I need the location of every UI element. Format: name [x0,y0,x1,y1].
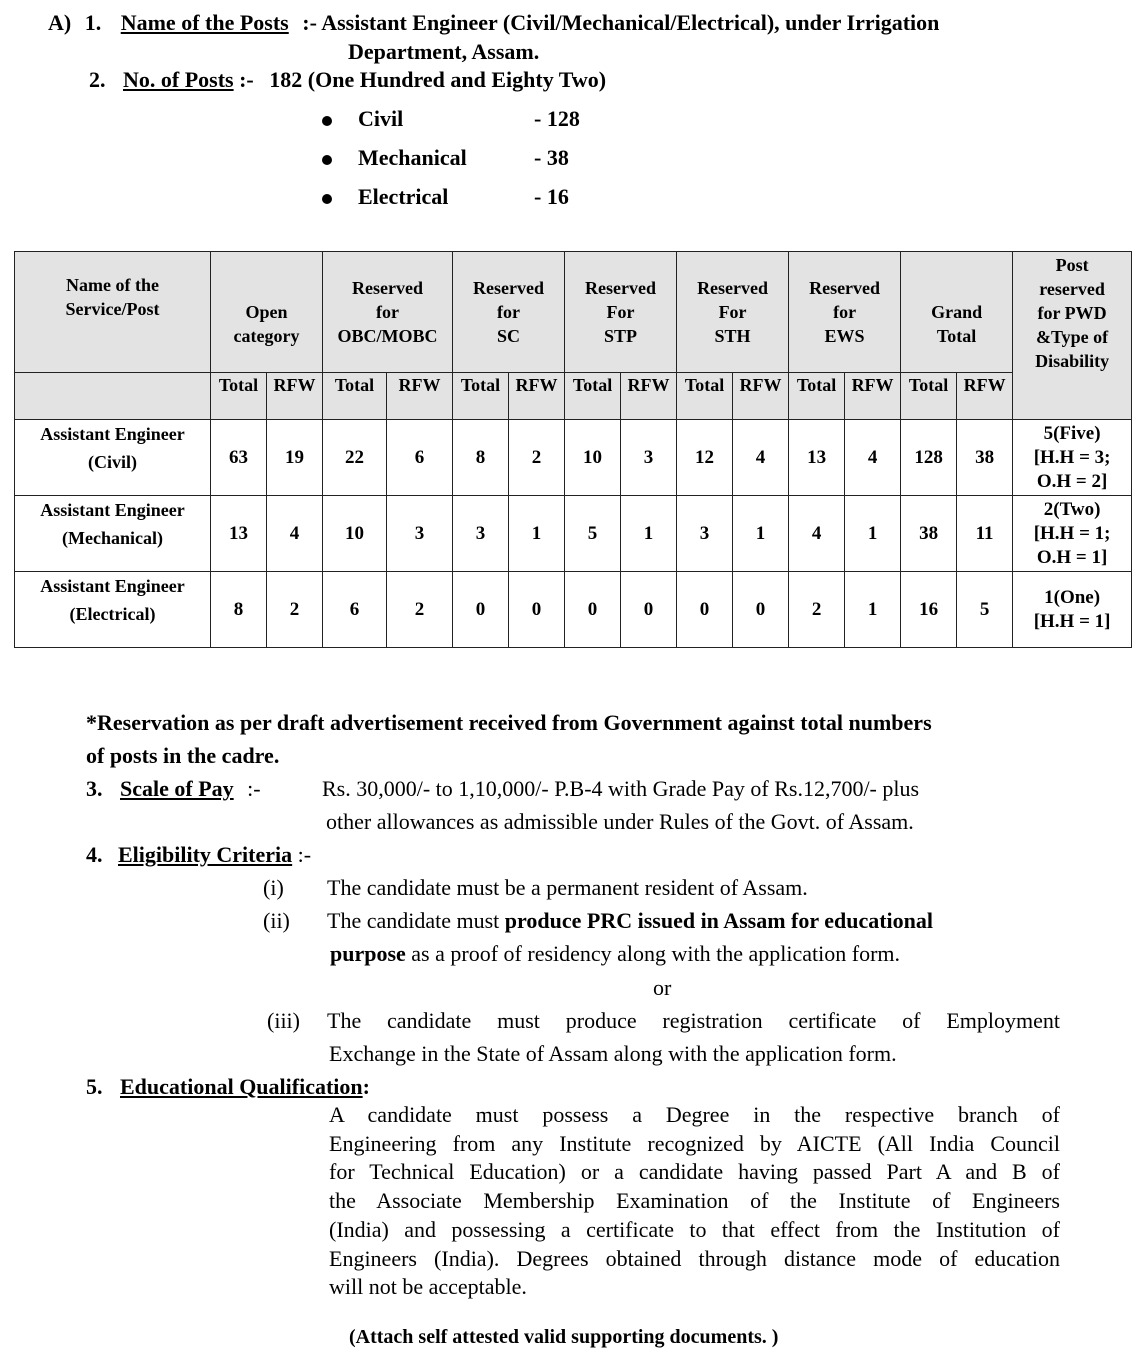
pwd-line: 2(Two) [1043,498,1101,520]
reservation-note-line2: of posts in the cadre. [86,743,280,768]
footer-note: (Attach self attested valid supporting documents. ) [349,1326,779,1348]
cell-value: 0 [733,572,789,648]
item-number: 2. [89,67,106,92]
item-number: 4. [86,842,103,867]
header-grand-total [901,252,1013,373]
eligibility-heading: Eligibility Criteria [118,842,293,867]
header-line: For [718,302,747,322]
header-line: for [833,302,857,322]
table-row [15,572,1132,648]
section-a-item1 [48,9,939,37]
cell-value: 13 [789,420,845,496]
cell-value: 3 [621,420,677,496]
table-row [15,496,1132,572]
post-name: (Electrical) [69,604,156,624]
criteria-text [327,907,933,935]
bullet-icon [322,155,332,165]
cell-value: 1 [509,496,565,572]
pwd-cell [1013,572,1132,648]
edu-qual-line: Engineers (India). Degrees obtained through distance mode of education [329,1245,1060,1271]
sub-rfw: RFW [733,373,789,420]
cell-value: 128 [901,420,957,496]
bullet-icon [322,116,332,126]
header-line: for PWD [1037,303,1107,323]
cell-value: 1 [733,496,789,572]
criteria-text-normal: as a proof of residency along with the application form. [405,941,901,966]
cell-value: 1 [845,572,901,648]
cell-value: 0 [453,572,509,648]
cell-value: 10 [565,420,621,496]
header-ews [789,252,901,373]
criteria-label: (i) [263,875,284,900]
cell-value: 6 [387,420,453,496]
criteria-text: The candidate must produce registration certificate of Employment [327,1008,1060,1033]
breakdown-item [322,105,580,133]
sub-rfw: RFW [845,373,901,420]
separator: :- [247,776,261,801]
item-number: 1. [84,10,102,35]
edu-qual-line: will not be acceptable. [329,1274,527,1300]
cell-value: 4 [267,496,323,572]
posts-count-heading: No. of Posts [123,67,234,92]
cell-value: 2 [789,572,845,648]
cell-value: 13 [211,496,267,572]
sub-total: Total [901,373,957,420]
edu-qual-line: for Technical Education) or a candidate having passed Part A and B of [329,1159,1060,1185]
sub-rfw: RFW [621,373,677,420]
header-line: Reserved [473,278,545,298]
sub-rfw: RFW [387,373,453,420]
sub-total: Total [323,373,387,420]
pwd-cell [1013,420,1132,496]
cell-value: 8 [211,572,267,648]
scale-of-pay [86,775,261,803]
reservation-note-line1: *Reservation as per draft advertisement received from Government against total numbers [86,710,932,735]
cell-value: 4 [845,420,901,496]
header-line: Grand [931,302,983,322]
table-row [15,420,1132,496]
criteria-text-bold: purpose [330,941,406,966]
header-sth [677,252,789,373]
cell-value: 12 [677,420,733,496]
header-sc [453,252,565,373]
header-service-post [15,252,211,373]
header-line: SC [497,326,521,346]
breakdown-item [322,183,569,211]
edu-qual-body [329,1101,1060,1302]
cell-value: 2 [267,572,323,648]
cell-value: 5 [957,572,1013,648]
bullet-icon [322,194,332,204]
cell-value: 6 [323,572,387,648]
header-line: For [606,302,635,322]
pwd-line: 5(Five) [1043,422,1101,444]
header-line: Reserved [585,278,657,298]
post-name-cell [15,420,211,496]
header-service-post-label: Name of the Service/Post [65,275,160,319]
header-line: STH [714,326,751,346]
post-name-cell [15,572,211,648]
scale-of-pay-line1: Rs. 30,000/- to 1,10,000/- P.B-4 with Grade Pay of Rs.12,700/- plus [322,776,920,801]
pwd-line: [H.H = 1] [1033,610,1111,632]
pwd-line: [H.H = 1; [1033,522,1111,544]
section-a-item2 [89,66,606,94]
breakdown-name: Civil [358,106,404,131]
criteria-label: (iii) [267,1008,300,1033]
breakdown-item [322,144,569,172]
post-name: Assistant Engineer [40,576,185,596]
breakdown-count: - 38 [534,145,569,170]
header-line: category [233,326,300,346]
header-line: EWS [824,326,865,346]
item-number: 3. [86,776,103,801]
pwd-line: 1(One) [1044,586,1101,608]
criteria-text-cont [330,940,900,968]
header-line: OBC/MOBC [337,326,438,346]
reservation-table [14,251,1132,648]
cell-value: 4 [733,420,789,496]
sub-total: Total [677,373,733,420]
cell-value: 0 [509,572,565,648]
edu-qual-heading: Educational Qualification [120,1074,363,1099]
sub-total: Total [565,373,621,420]
header-empty [15,373,211,420]
cell-value: 11 [957,496,1013,572]
cell-value: 2 [387,572,453,648]
header-line: Reserved [352,278,423,298]
posts-name-text: Assistant Engineer (Civil/Mechanical/Electrical), under Irrigation [321,10,940,35]
cell-value: 10 [323,496,387,572]
eligibility-criteria [86,841,311,869]
separator: : [362,1074,370,1099]
header-line: Reserved [697,278,769,298]
cell-value: 38 [901,496,957,572]
cell-value: 3 [453,496,509,572]
header-line: Reserved [809,278,881,298]
post-name: Assistant Engineer [40,500,185,520]
header-stp [565,252,677,373]
post-name: Assistant Engineer [40,424,185,444]
header-line: reserved [1039,279,1105,299]
header-line: for [376,302,399,322]
sub-total: Total [453,373,509,420]
header-line: for [497,302,521,322]
posts-name-heading: Name of the Posts [120,10,289,35]
pwd-line: [H.H = 3; [1033,446,1111,468]
scale-of-pay-line2: other allowances as admissible under Rules of the Govt. of Assam. [326,809,914,834]
cell-value: 1 [845,496,901,572]
cell-value: 0 [621,572,677,648]
cell-value: 22 [323,420,387,496]
post-name-cell [15,496,211,572]
cell-value: 1 [621,496,677,572]
separator: :- [239,67,254,92]
criteria-text-cont: Exchange in the State of Assam along with the application form. [329,1041,897,1066]
header-line: Open [245,302,288,322]
edu-qual-line: (India) and possessing a certificate to that effect from the Institution of [329,1216,1060,1242]
sub-rfw: RFW [509,373,565,420]
header-line: STP [604,326,638,346]
edu-qual-line: the Associate Membership Examination of the Institute of Engineers [329,1188,1060,1214]
cell-value: 3 [677,496,733,572]
separator: :- [302,10,317,35]
criteria-label: (ii) [263,908,290,933]
cell-value: 19 [267,420,323,496]
sub-rfw: RFW [267,373,323,420]
criteria-text-normal: The candidate must [327,908,505,933]
header-line: Total [936,326,977,346]
cell-value: 38 [957,420,1013,496]
cell-value: 16 [901,572,957,648]
criteria-text: The candidate must be a permanent resident of Assam. [327,875,808,900]
header-obc-mobc [323,252,453,373]
separator: :- [297,842,312,867]
pwd-line: O.H = 2] [1036,470,1108,492]
edu-qual-line: Engineering from any Institute recognized by AICTE (All India Council [329,1130,1060,1156]
educational-qualification [86,1073,370,1101]
cell-value: 2 [509,420,565,496]
posts-name-text-cont: Department, Assam. [348,39,540,64]
sub-total: Total [211,373,267,420]
pwd-cell [1013,496,1132,572]
header-open-category [211,252,323,373]
header-line: Disability [1035,351,1110,371]
sub-rfw: RFW [957,373,1013,420]
cell-value: 5 [565,496,621,572]
scale-of-pay-heading: Scale of Pay [120,776,234,801]
header-line: &Type of [1036,327,1109,347]
pwd-line: O.H = 1] [1036,546,1108,568]
section-label: A) [48,10,72,35]
post-name: (Mechanical) [62,528,163,548]
criteria-text-bold: produce PRC issued in Assam for educational [504,908,934,933]
header-line: Post [1055,255,1089,275]
cell-value: 0 [565,572,621,648]
cell-value: 63 [211,420,267,496]
or-text: or [653,975,672,1000]
breakdown-count: - 16 [534,184,569,209]
header-pwd [1013,252,1132,420]
breakdown-name: Mechanical [358,145,467,170]
edu-qual-line: A candidate must possess a Degree in the respective branch of [329,1102,1060,1127]
cell-value: 8 [453,420,509,496]
cell-value: 3 [387,496,453,572]
breakdown-count: - 128 [534,106,580,131]
posts-count-text: 182 (One Hundred and Eighty Two) [269,67,607,92]
sub-total: Total [789,373,845,420]
breakdown-name: Electrical [358,184,449,209]
item-number: 5. [86,1074,103,1099]
post-name: (Civil) [88,452,137,472]
cell-value: 4 [789,496,845,572]
cell-value: 0 [677,572,733,648]
